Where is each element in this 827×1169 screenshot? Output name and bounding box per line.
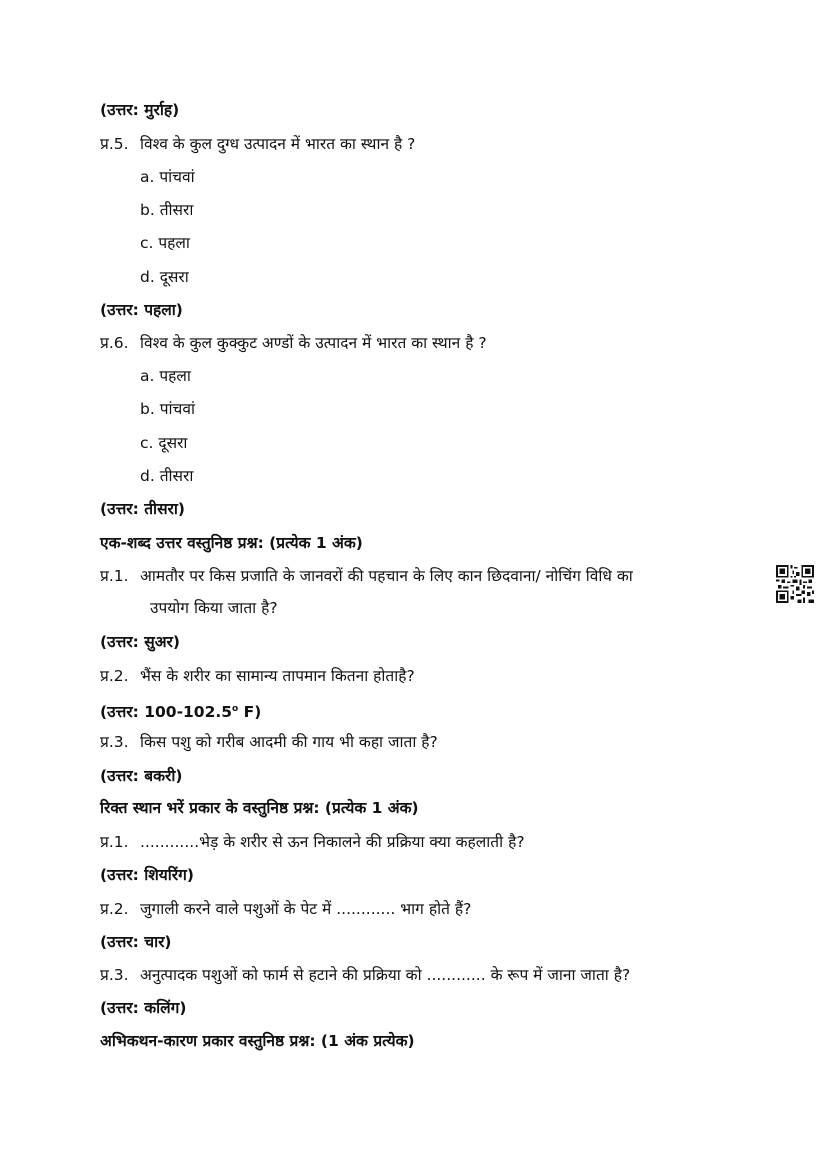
section-heading: अभिकथन-कारण प्रकार वस्तुनिष्ठ प्रश्न: (1 अंक प्रत्येक)	[100, 1032, 415, 1050]
question-text: अनुत्पादक पशुओं को फार्म से हटाने की प्रक्रिया को ............ के रूप में जाना जाता है?	[140, 966, 631, 984]
question-number: प्र.6.	[100, 334, 129, 352]
answer-line: (उत्तर: चार)	[100, 933, 172, 951]
question-number: प्र.1.	[100, 567, 129, 585]
answer-line: (उत्तर: बकरी)	[100, 767, 183, 785]
one-word-question-1	[100, 566, 633, 586]
fill-blank-question-3	[100, 965, 630, 985]
one-word-question-2	[100, 666, 415, 686]
option-c: c. पहला	[140, 234, 190, 252]
question-number: प्र.3.	[100, 733, 129, 751]
question-text: भैंस के शरीर का सामान्य तापमान कितना होताहै?	[140, 667, 415, 685]
question-text: विश्व के कुल दुग्ध उत्पादन में भारत का स्थान है ?	[140, 135, 416, 153]
question-number: प्र.1.	[100, 833, 129, 851]
question-6	[100, 333, 487, 353]
question-continuation: उपयोग किया जाता है?	[150, 599, 278, 617]
answer-line: (उत्तर: मुर्राह)	[100, 101, 180, 119]
answer-line: (उत्तर: पहला)	[100, 301, 183, 319]
option-d: d. दूसरा	[140, 268, 189, 286]
answer-text: (उत्तर: 100-102.5	[100, 703, 233, 722]
section-heading: एक-शब्द उत्तर वस्तुनिष्ठ प्रश्न: (प्रत्येक 1 अंक)	[100, 534, 363, 552]
answer-line: (उत्तर: कलिंग)	[100, 999, 187, 1017]
fill-blank-question-2	[100, 899, 471, 919]
answer-unit: F)	[238, 703, 262, 722]
option-c: c. दूसरा	[140, 434, 188, 452]
option-b: b. तीसरा	[140, 201, 194, 219]
question-text: जुगाली करने वाले पशुओं के पेट में ............ भाग होते हैं?	[140, 900, 472, 918]
answer-line: (उत्तर: शियरिंग)	[100, 866, 194, 884]
option-d: d. तीसरा	[140, 467, 194, 485]
question-text: किस पशु को गरीब आदमी की गाय भी कहा जाता है?	[140, 733, 438, 751]
question-text: ............भेड़ के शरीर से ऊन निकालने की प्रक्रिया क्या कहलाती है?	[140, 833, 525, 851]
question-5	[100, 134, 415, 154]
answer-line	[100, 699, 261, 722]
option-b: b. पांचवां	[140, 400, 195, 418]
section-heading: रिक्त स्थान भरें प्रकार के वस्तुनिष्ठ प्रश्न: (प्रत्येक 1 अंक)	[100, 799, 419, 817]
fill-blank-question-1	[100, 832, 525, 852]
question-number: प्र.2.	[100, 667, 129, 685]
answer-line: (उत्तर: सुअर)	[100, 633, 180, 651]
option-a: a. पहला	[140, 367, 191, 385]
question-text: आमतौर पर किस प्रजाति के जानवरों की पहचान के लिए कान छिदवाना/ नोचिंग विधि का	[140, 567, 633, 585]
one-word-question-3	[100, 732, 438, 752]
question-number: प्र.2.	[100, 900, 129, 918]
question-number: प्र.5.	[100, 135, 129, 153]
question-number: प्र.3.	[100, 966, 129, 984]
answer-line: (उत्तर: तीसरा)	[100, 500, 185, 518]
question-text: विश्व के कुल कुक्कुट अण्डों के उत्पादन में भारत का स्थान है ?	[140, 334, 487, 352]
qr-code-icon	[776, 565, 814, 603]
option-a: a. पांचवां	[140, 168, 195, 186]
degree-symbol: o	[232, 704, 239, 714]
